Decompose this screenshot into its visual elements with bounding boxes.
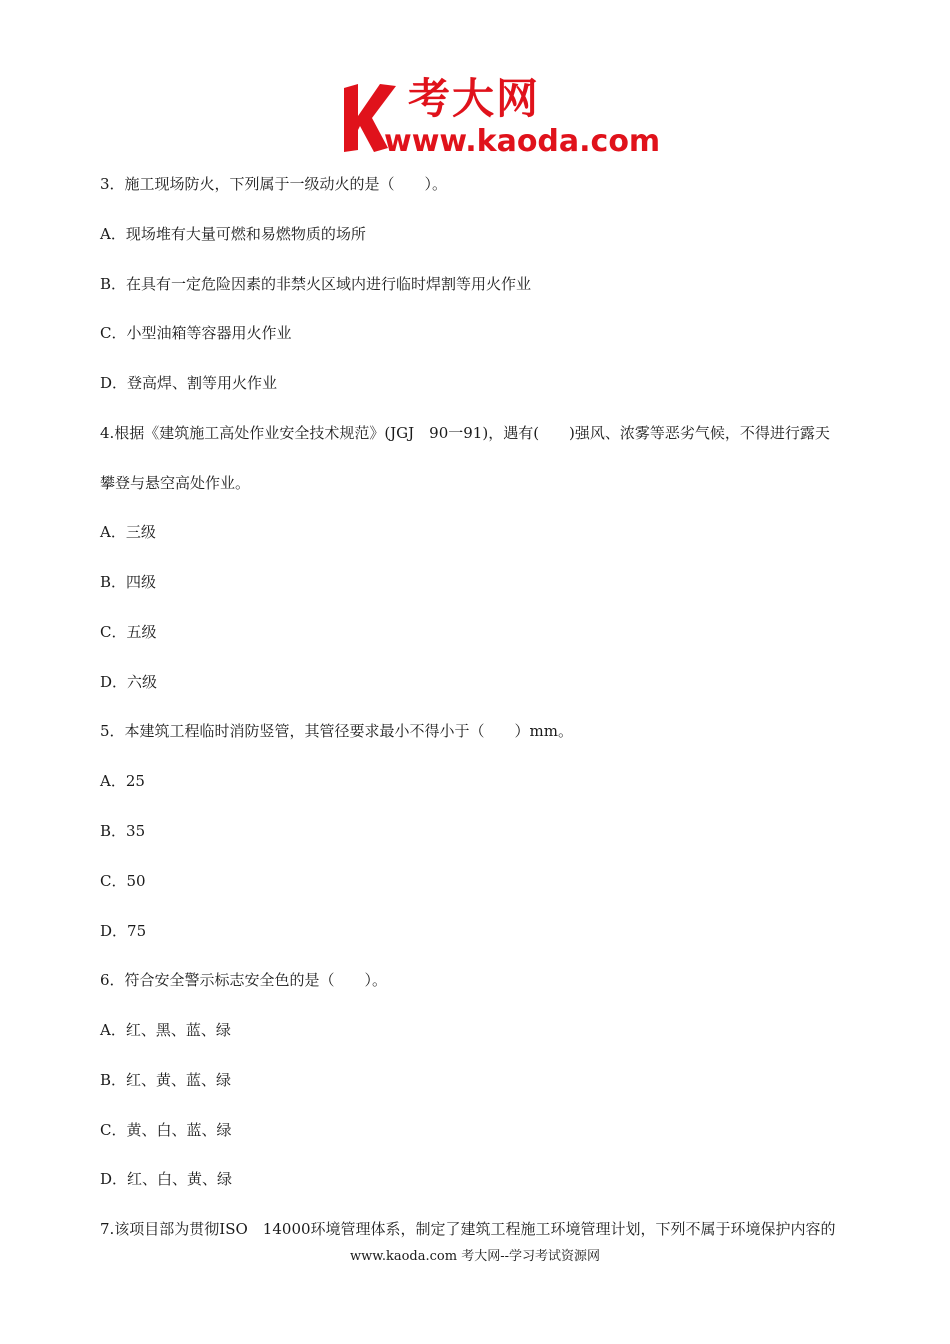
question-4-option-b: B．四级 xyxy=(100,573,157,591)
question-3-option-b: B．在具有一定危险因素的非禁火区域内进行临时焊割等用火作业 xyxy=(100,275,532,293)
question-6-option-a: A．红、黑、蓝、绿 xyxy=(100,1021,231,1039)
question-3-option-d: D．登高焊、割等用火作业 xyxy=(100,374,278,392)
question-3-option-c: C．小型油箱等容器用火作业 xyxy=(100,324,292,342)
question-7-stem: 7.该项目部为贯彻ISO 14000环境管理体系，制定了建筑工程施工环境管理计划，下列不属于环境保护内容的 xyxy=(100,1220,836,1238)
question-6-option-d: D．红、白、黄、绿 xyxy=(100,1170,233,1188)
question-4-option-c: C．五级 xyxy=(100,623,157,641)
question-3-stem: 3．施工现场防火，下列属于一级动火的是（ ）。 xyxy=(100,175,448,193)
kaoda-logo xyxy=(340,74,670,160)
question-4-stem: 4.根据《建筑施工高处作业安全技术规范》(JGJ 90一91)，遇有( )强风、浓雾等恶劣气候，不得进行露天 xyxy=(100,424,830,442)
question-5-option-b: B．35 xyxy=(100,822,146,840)
logo-url-text: www.kaoda.com xyxy=(384,124,661,159)
question-4-stem-continued: 攀登与悬空高处作业。 xyxy=(100,474,251,492)
logo-chinese-text: 考大网 xyxy=(408,74,541,123)
question-4-option-d: D．六级 xyxy=(100,673,158,691)
question-6-option-c: C．黄、白、蓝、绿 xyxy=(100,1121,232,1139)
question-5-option-c: C．50 xyxy=(100,872,146,890)
question-5-stem: 5．本建筑工程临时消防竖管，其管径要求最小不得小于（ ）mm。 xyxy=(100,722,573,740)
question-4-option-a: A．三级 xyxy=(100,523,156,541)
question-3-option-a: A．现场堆有大量可燃和易燃物质的场所 xyxy=(100,225,366,243)
question-5-option-d: D．75 xyxy=(100,922,147,940)
question-6-option-b: B．红、黄、蓝、绿 xyxy=(100,1071,232,1089)
question-5-option-a: A．25 xyxy=(100,772,145,790)
page-footer: www.kaoda.com 考大网--学习考试资源网 xyxy=(350,1249,600,1264)
question-6-stem: 6．符合安全警示标志安全色的是（ ）。 xyxy=(100,971,388,989)
